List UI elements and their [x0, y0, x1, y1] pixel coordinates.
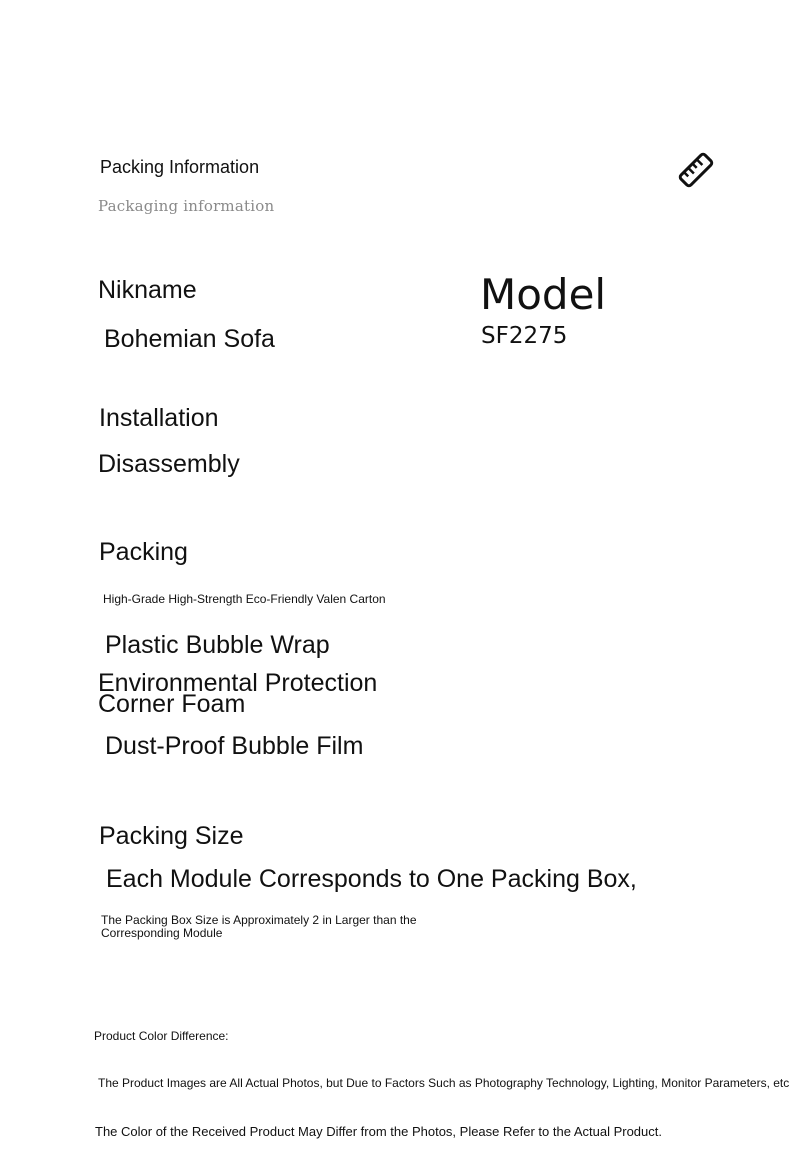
packing-label: Packing	[99, 538, 188, 566]
nickname-value: Bohemian Sofa	[104, 325, 275, 353]
disassembly-label: Disassembly	[98, 450, 240, 478]
packing-item-bubble-wrap: Plastic Bubble Wrap	[105, 631, 330, 659]
packing-item-bubble-film: Dust-Proof Bubble Film	[105, 732, 364, 760]
page-title: Packing Information	[100, 157, 260, 177]
color-difference-label: Product Color Difference:	[94, 1029, 229, 1043]
model-label: Model	[480, 270, 607, 319]
nickname-label: Nikname	[98, 276, 197, 304]
page-subtitle: Packaging information	[98, 197, 275, 215]
installation-label: Installation	[99, 404, 219, 432]
color-difference-line1: The Product Images are All Actual Photos, but Due to Factors Such as Photography Technology, Lighting, Monitor Parameters, etc	[98, 1076, 790, 1090]
packing-item-carton: High-Grade High-Strength Eco-Friendly Valen Carton	[103, 592, 386, 606]
packing-size-line2: The Packing Box Size is Approximately 2 in Larger than the Corresponding Module	[101, 913, 417, 940]
ruler-icon	[676, 150, 716, 190]
packing-size-label: Packing Size	[99, 822, 244, 850]
color-difference-line2: The Color of the Received Product May Differ from the Photos, Please Refer to the Actual Product.	[95, 1124, 662, 1139]
model-value: SF2275	[481, 323, 568, 349]
packing-size-line1: Each Module Corresponds to One Packing Box,	[106, 865, 637, 893]
packing-item-corner-foam: Environmental Protection Corner Foam	[98, 669, 378, 718]
